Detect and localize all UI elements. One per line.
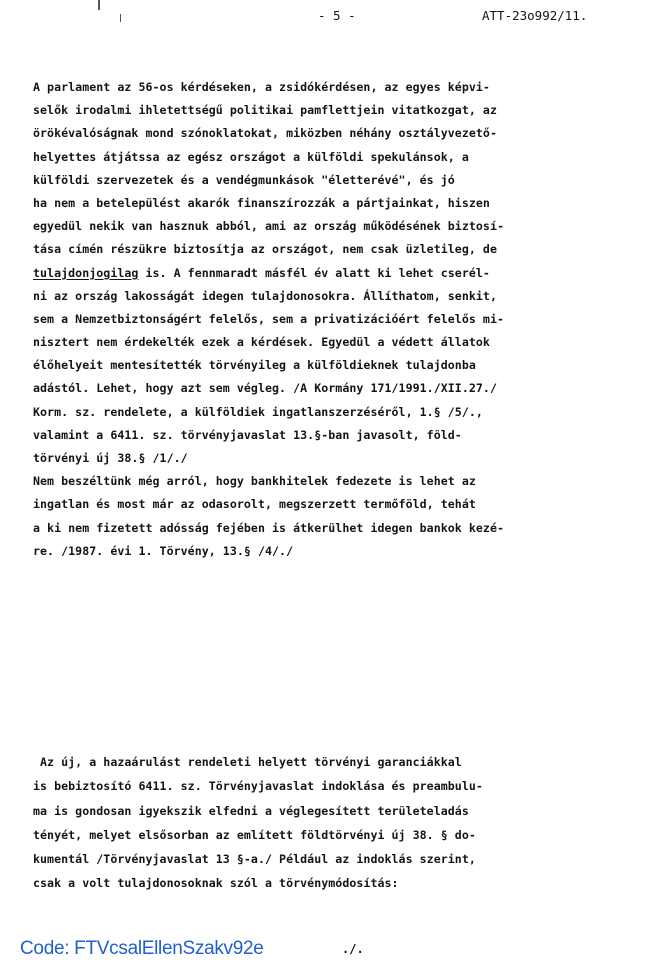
text-line: tényét, melyet elsősorban az említett földtörvényi új 38. § do- [33,827,476,842]
document-reference: ATT-23o992/11. [482,8,588,23]
page-header [0,8,658,26]
text-line: ha nem a betelepülést akarók finanszírozzák a pártjainkat, hiszen [33,195,490,210]
text-line: élőhelyeit mentesítették törvényileg a külföldieknek tulajdonba [33,358,476,373]
text-line-rest: is. A fennmaradt másfél év alatt ki lehet cserél- [138,265,490,280]
document-code-stamp: Code: FTVcsalEllenSzakv92e [20,938,264,959]
text-line: ni az ország lakosságát idegen tulajdonosokra. Állíthatom, senkit, [33,288,497,303]
text-line: selők irodalmi ihletettségű politikai pamflettjein vitatkozgat, az [33,103,497,118]
text-line: Korm. sz. rendelete, a külföldiek ingatlanszerzéséről, 1.§ /5/., [33,404,483,419]
text-line: Nem beszéltünk még arról, hogy bankhitelek fedezete is lehet az [33,474,476,489]
text-line: Az új, a hazaárulást rendeleti helyett törvényi garanciákkal [33,755,462,769]
body-paragraph-1 [33,76,648,563]
text-line: külföldi szervezetek és a vendégmunkások "életterévé", és jó [33,172,455,187]
text-line: valamint a 6411. sz. törvényjavaslat 13.§-ban javasolt, föld- [33,427,462,442]
continuation-mark: ./. [342,942,364,956]
text-line: kumentál /Törvényjavaslat 13 §-a./ Például az indoklás szerint, [33,852,476,867]
text-line: ma is gondosan igyekszik elfedni a véglegesített területeladás [33,803,469,818]
text-line: re. /1987. évi 1. Törvény, 13.§ /4/./ [33,543,294,558]
text-line: egyedül nekik van hasznuk abból, ami az ország működésének biztosí- [33,219,505,234]
text-line: is bebiztosító 6411. sz. Törvényjavaslat indoklása és preambulu- [33,779,483,794]
text-line: tása címén részükre biztosítja az országot, nem csak üzletileg, de [33,242,497,257]
text-line: törvényi új 38.§ /1/./ [33,451,188,465]
text-line: örökévalóságnak mond szónoklatokat, miközben néhány osztályvezető- [33,126,497,141]
scan-speck [120,14,121,22]
text-line: nisztert nem érdekelték ezek a kérdések. Egyedül a védett állatok [33,335,490,350]
text-line-underlined [33,262,648,285]
text-line: adástól. Lehet, hogy azt sem végleg. /A Kormány 171/1991./XII.27./ [33,381,497,396]
text-line: helyettes átjátssa az egész országot a külföldi spekulánsok, a [33,149,469,164]
text-line: csak a volt tulajdonosoknak szól a törvénymódosítás: [33,876,399,891]
body-paragraph-2 [33,750,648,896]
underlined-word: tulajdonjogilag [33,265,139,280]
page-number: - 5 - [318,8,356,23]
text-line: sem a Nemzetbiztonságért felelős, sem a privatizációért felelős mi- [33,311,505,326]
scan-speck [98,0,100,10]
text-line: a ki nem fizetett adósság fejében is átkerülhet idegen bankok kezé- [33,520,505,535]
text-line: A parlament az 56-os kérdéseken, a zsidókérdésen, az egyes képvi- [33,80,490,94]
text-line: ingatlan és most már az odasorolt, megszerzett termőföld, tehát [33,497,476,512]
